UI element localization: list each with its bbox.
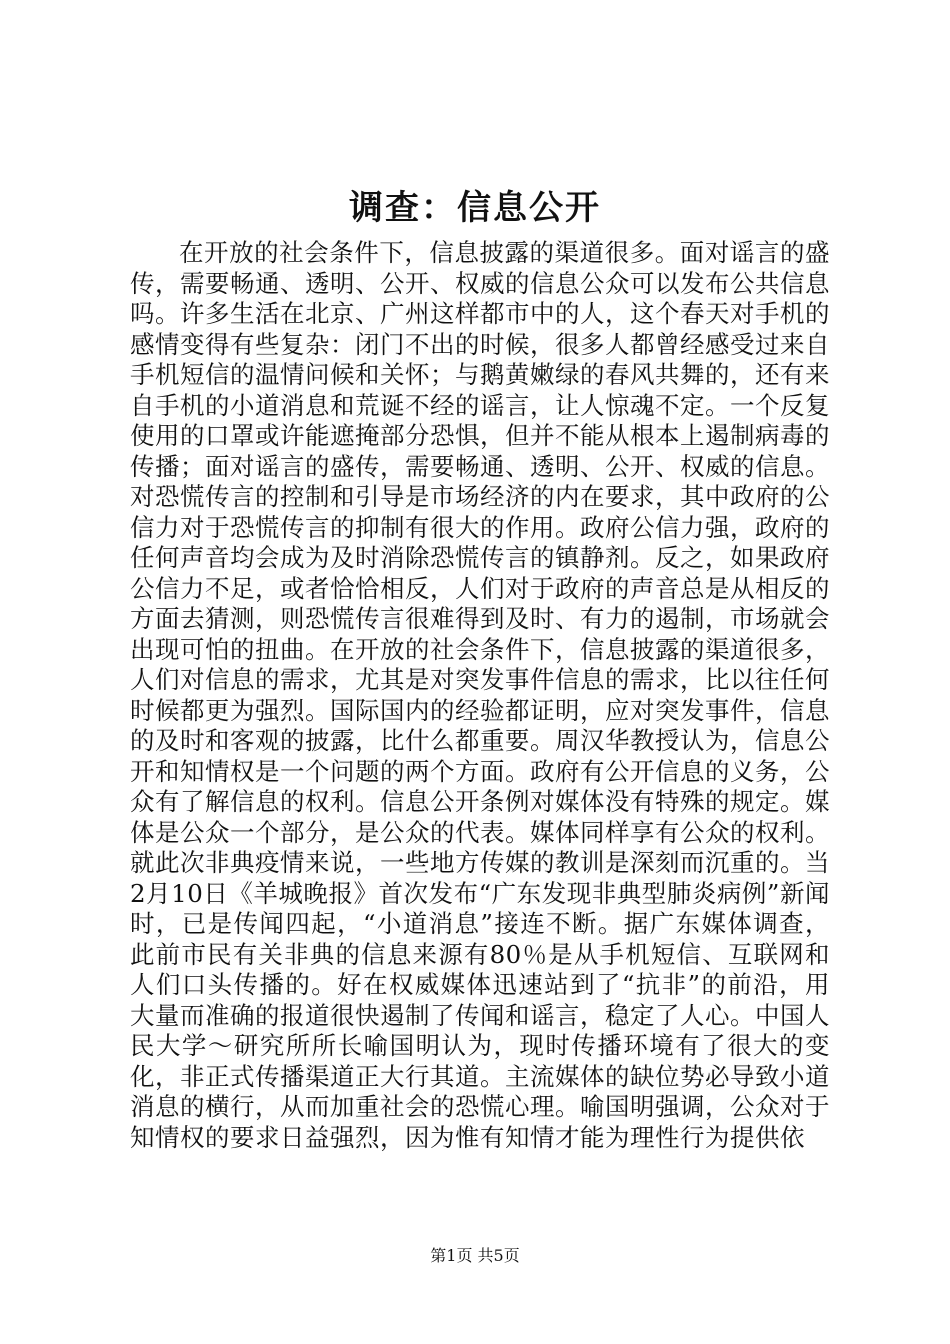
document-body-paragraph: 在开放的社会条件下，信息披露的渠道很多。面对谣言的盛传，需要畅通、透明、公开、权威的信息公众可以发布公共信息吗。许多生活在北京、广州这样都市中的人，这个春天对手机的感情变得有些复杂：闭门不出的时候，很多人都曾经感受过来自手机短信的温情问候和关怀；与鹅黄嫩绿的春风共舞的，还有来自手机的小道消息和荒诞不经的谣言，让人惊魂不定。一个反复使用的口罩或许能遮掩部分恐惧，但并不能从根本上遏制病毒的传播；面对谣言的盛传，需要畅通、透明、公开、权威的信息。对恐慌传言的控制和引导是市场经济的内在要求，其中政府的公信力对于恐慌传言的抑制有很大的作用。政府公信力强，政府的任何声音均会成为及时消除恐慌传言的镇静剂。反之，如果政府公信力不足，或者恰恰相反，人们对于政府的声音总是从相反的方面去猜测，则恐慌传言很难得到及时、有力的遏制，市场就会出现可怕的扭曲。在开放的社会条件下，信息披露的渠道很多，人们对信息的需求，尤其是对突发事件信息的需求，比以往任何时候都更为强烈。国际国内的经验都证明，应对突发事件，信息的及时和客观的披露，比什么都重要。周汉华教授认为，信息公开和知情权是一个问题的两个方面。政府有公开信息的义务，公众有了解信息的权利。信息公开条例对媒体没有特殊的规定。媒体是公众一个部分，是公众的代表。媒体同样享有公众的权利。就此次非典疫情来说，一些地方传媒的教训是深刻而沉重的。当2月10日《羊城晚报》首次发布“广东发现非典型肺炎病例”新闻时，已是传闻四起，“小道消息”接连不断。据广东媒体调查，此前市民有关非典的信息来源有80％是从手机短信、互联网和人们口头传播的。好在权威媒体迅速站到了“抗非”的前沿，用大量而准确的报道很快遏制了传闻和谣言，稳定了人心。中国人民大学～研究所所长喻国明认为，现时传播环境有了很大的变化，非正式传播渠道正大行其道。主流媒体的缺位势必导致小道消息的横行，从而加重社会的恐慌心理。喻国明强调，公众对于知情权的要求日益强烈，因为惟有知情才能为理性行为提供依 [130, 238, 830, 1152]
document-title: 调查：信息公开 [349, 188, 601, 228]
page-footer: 第1页 共5页 [430, 1246, 520, 1265]
